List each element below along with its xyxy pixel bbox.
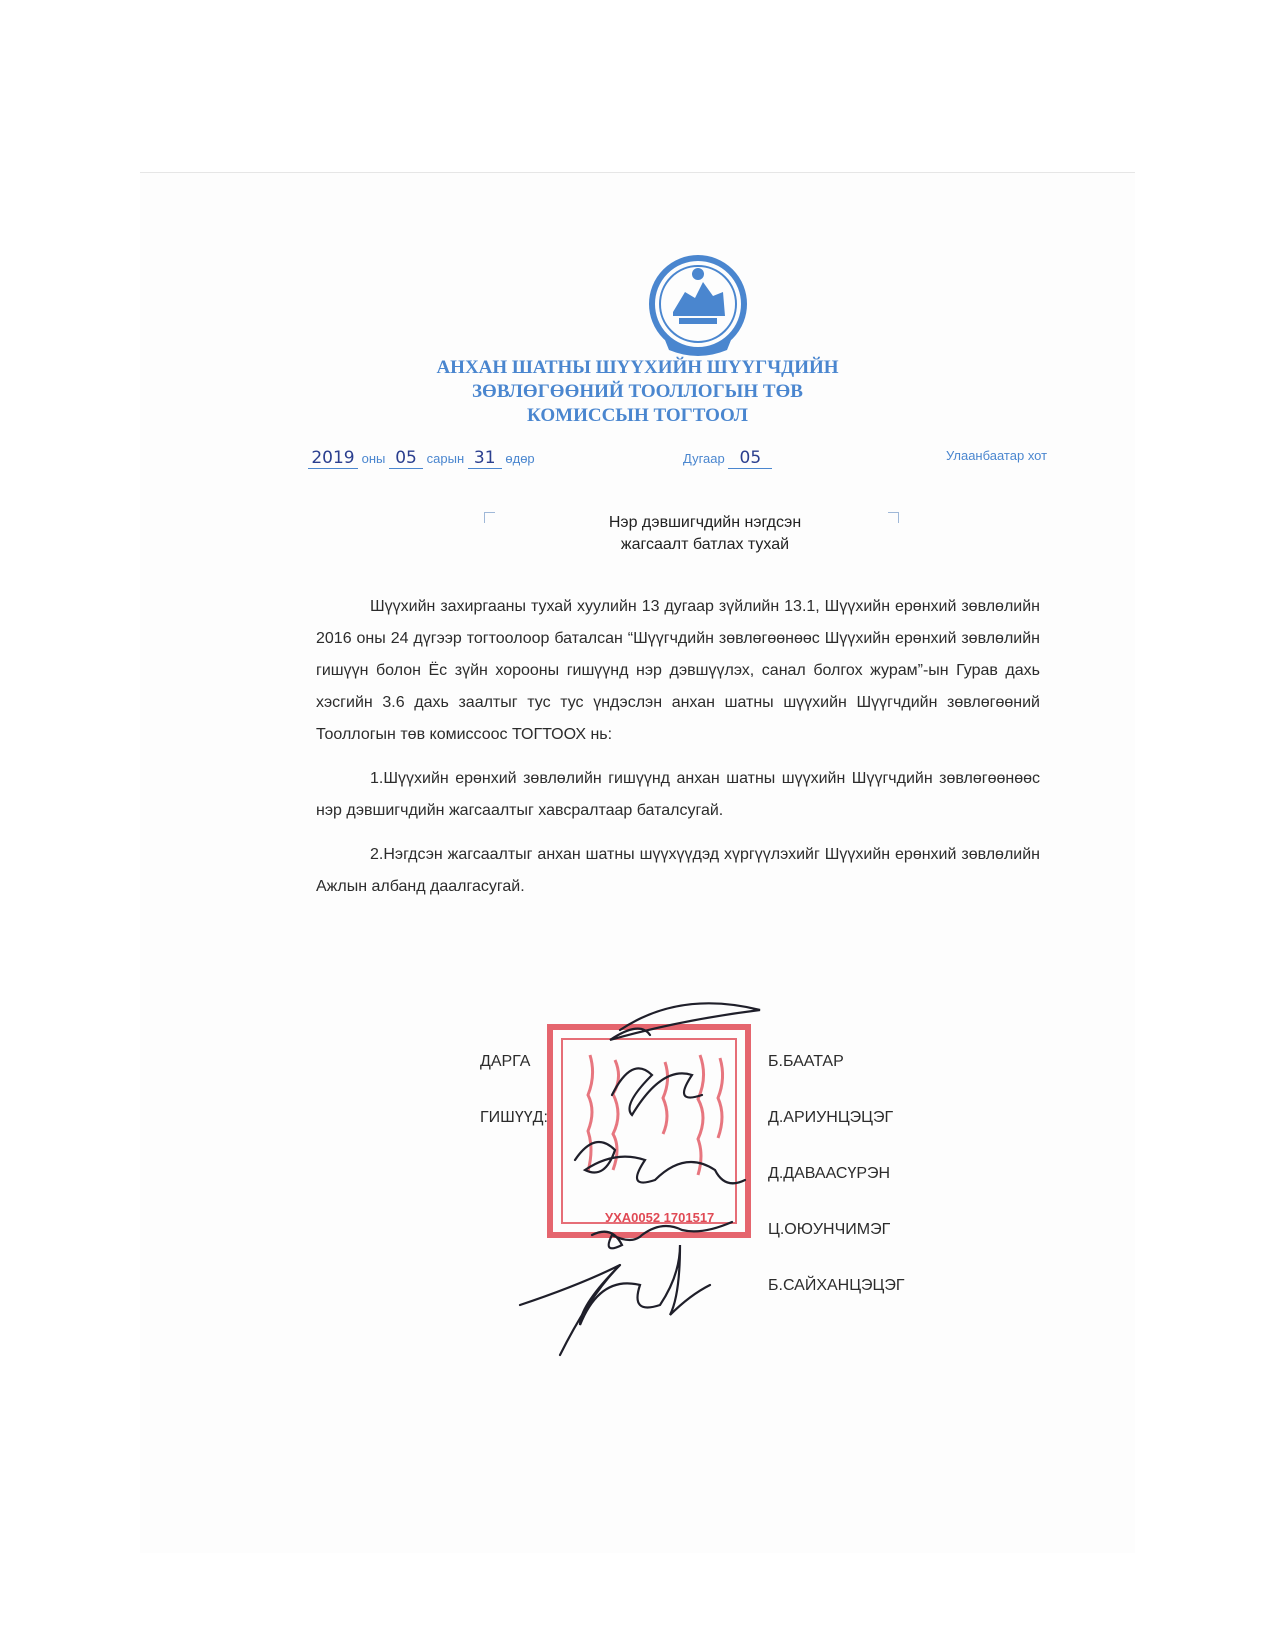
paragraph-item-2: 2.Нэгдсэн жагсаалтыг анхан шатны шүүхүүдэд хүргүүлэхийг Шүүхийн ерөнхий зөвлөлийн Ажлын албанд даалгасугай. (316, 846, 1040, 895)
subject-line-1: Нэр дэвшигчдийн нэгдсэн (608, 514, 802, 531)
header-line-1: АНХАН ШАТНЫ ШҮҮХИЙН ШҮҮГЧДИЙН (436, 357, 839, 378)
city: Улаанбаатар хот (946, 448, 1048, 463)
handwritten-signatures (520, 1003, 760, 1355)
header-line-3: КОМИССЫН ТОГТООЛ (527, 405, 748, 426)
date-month-suffix: сарын (426, 451, 465, 466)
paragraph-item-1: 1.Шүүхийн ерөнхий зөвлөлийн гишүүнд анхан шатны шүүхийн Шүүгчдийн зөвлөгөөнөөс нэр дэвшигчдийн жагсаалтыг хавсралтаар баталсугай. (316, 770, 1040, 819)
member-name: Ц.ОЮУНЧИМЭГ (768, 1221, 891, 1238)
stamp-code: УХА0052 1701517 (605, 1210, 715, 1225)
member-name: Д.АРИУНЦЭЦЭГ (768, 1109, 894, 1126)
document-number: 05 (728, 448, 772, 469)
chair-name: Б.БААТАР (768, 1053, 844, 1070)
paragraph-preamble: Шүүхийн захиргааны тухай хуулийн 13 дугаар зүйлийн 13.1, Шүүхийн ерөнхий зөвлөлийн 2016 оны 24 дүгээр тогтоолоор баталсан “Шүүгчдийн зөвлөгөөнөөс Шүүхийн ерөнхий зөвлөлийн гишүүн болон Ёс зүйн хорооны гишүүнд нэр дэвшүүлэх, санал болгох журам”-ын Гурав дахь хэсгийн 3.6 дахь заалтыг тус тус үндэслэн анхан шатны шүүхийн Шүүгчдийн зөвлөгөөний Тооллогын төв комиссоос ТОГТООХ нь: (316, 598, 1040, 743)
date-day-suffix: өдөр (505, 451, 535, 466)
subject-line-2: жагсаалт батлах тухай (620, 536, 790, 553)
member-name: Б.САЙХАНЦЭЦЭГ (768, 1277, 905, 1294)
date-year: 2019 (308, 448, 358, 469)
chair-label: ДАРГА (480, 1053, 531, 1070)
date-month: 05 (389, 448, 423, 469)
number-label: Дугаар (683, 451, 725, 466)
official-stamp (550, 1027, 748, 1235)
header-line-2: ЗӨВЛӨГӨӨНИЙ ТООЛЛОГЫН ТӨВ (472, 381, 803, 402)
members-label: ГИШҮҮД: (480, 1109, 548, 1126)
member-name: Д.ДАВААСҮРЭН (768, 1165, 891, 1182)
date-day: 31 (468, 448, 502, 469)
date-year-suffix: оны (361, 451, 386, 466)
